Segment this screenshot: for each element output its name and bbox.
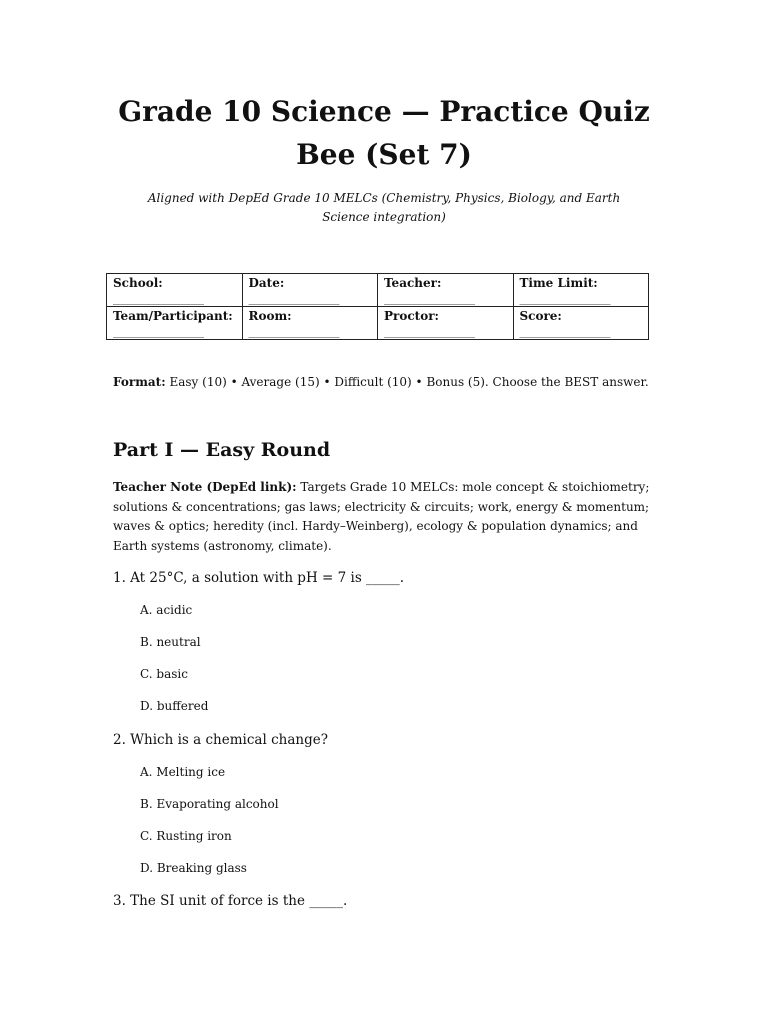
team-participant-blank: __________________	[113, 324, 203, 338]
school-label: School:	[113, 276, 163, 290]
question-2-option-d[interactable]: D. Breaking glass	[140, 861, 247, 875]
teacher-note-text: Targets Grade 10 MELCs: mole concept & stoichiometry; solutions & concentrations; gas laws; electricity & circuits; work, energy & momentum; waves & optics; heredity (incl. Hardy–Weinberg), ecology & population dynamics; and Earth systems (astronomy, climate).	[113, 480, 650, 553]
school-cell[interactable]	[107, 274, 243, 307]
question-1: 1. At 25°C, a solution with pH = 7 is _____.	[113, 570, 405, 586]
score-label: Score:	[519, 309, 562, 323]
header-info-table	[106, 273, 649, 340]
teacher-note	[113, 478, 661, 556]
score-cell[interactable]	[513, 307, 649, 340]
proctor-blank: __________________	[384, 324, 474, 338]
proctor-label: Proctor:	[384, 309, 439, 323]
proctor-cell[interactable]	[378, 307, 514, 340]
question-2-option-c[interactable]: C. Rusting iron	[140, 829, 232, 843]
teacher-blank: __________________	[384, 291, 474, 305]
teacher-note-label: Teacher Note (DepEd link):	[113, 480, 297, 494]
school-blank: __________________	[113, 291, 203, 305]
time-limit-blank: __________________	[519, 291, 610, 305]
question-1-option-d[interactable]: D. buffered	[140, 699, 209, 713]
question-2-option-a[interactable]: A. Melting ice	[140, 765, 226, 779]
score-blank: __________________	[519, 324, 610, 338]
info-row	[107, 274, 649, 307]
date-blank: __________________	[248, 291, 339, 305]
part-1-heading: Part I — Easy Round	[113, 439, 331, 461]
date-cell[interactable]	[242, 274, 378, 307]
question-1-option-c[interactable]: C. basic	[140, 667, 188, 681]
room-label: Room:	[248, 309, 292, 323]
teacher-cell[interactable]	[378, 274, 514, 307]
question-2: 2. Which is a chemical change?	[113, 732, 328, 748]
info-row	[107, 307, 649, 340]
question-1-option-a[interactable]: A. acidic	[140, 603, 193, 617]
quiz-title: Grade 10 Science — Practice Quiz Bee (Set 7)	[118, 95, 650, 171]
team-participant-cell[interactable]	[107, 307, 243, 340]
date-label: Date:	[248, 276, 285, 290]
quiz-subtitle: Aligned with DepEd Grade 10 MELCs (Chemistry, Physics, Biology, and Earth Science integration)	[147, 191, 621, 224]
question-1-option-b[interactable]: B. neutral	[140, 635, 201, 649]
question-2-option-b[interactable]: B. Evaporating alcohol	[140, 797, 279, 811]
format-label: Format:	[113, 375, 166, 389]
teacher-label: Teacher:	[384, 276, 442, 290]
room-cell[interactable]	[242, 307, 378, 340]
format-text: Easy (10) • Average (15) • Difficult (10) • Bonus (5). Choose the BEST answer.	[169, 375, 649, 389]
time-limit-label: Time Limit:	[519, 276, 598, 290]
question-3: 3. The SI unit of force is the _____.	[113, 893, 348, 909]
room-blank: __________________	[248, 324, 339, 338]
time-limit-cell[interactable]	[513, 274, 649, 307]
format-line	[113, 374, 649, 390]
team-participant-label: Team/Participant:	[113, 309, 233, 323]
